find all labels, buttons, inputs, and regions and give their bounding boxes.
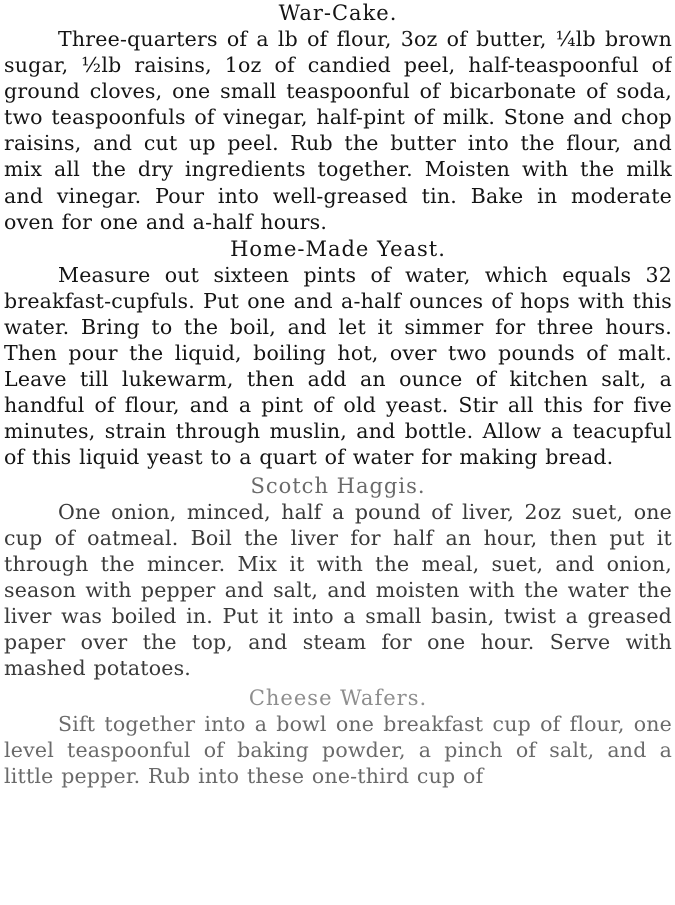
war-cake-recipe-text: Three-quarters of a lb of flour, 3oz of butter, ¼lb brown sugar, ½lb raisins, 1oz of candied peel, half-teaspoonful of ground cloves, one small teaspoonful of bicarbonate of soda, two teaspoonfuls of vinegar, half-pint of milk. Stone and chop raisins, and cut up peel. Rub the butter into the flour, and mix all the dry ingredients together. Moisten with the milk and vinegar. Pour into well-greased tin. Bake in moderate oven for one and a-half hours. — [4, 27, 672, 234]
cheese-wafers-heading: Cheese Wafers. — [248, 686, 428, 711]
home-made-yeast-recipe-text: Measure out sixteen pints of water, which equals 32 breakfast-cupfuls. Put one and a-half ounces of hops with this water. Bring to the boil, and let it simmer for three hours. Then pour the liquid, boiling hot, over two pounds of malt. Leave till lukewarm, then add an ounce of kitchen salt, a handful of flour, and a pint of old yeast. Stir all this for five minutes, strain through muslin, and bottle. Allow a teacupful of this liquid yeast to a quart of water for making bread. — [4, 262, 672, 470]
scotch-haggis-recipe-text: One onion, minced, half a pound of liver, 2oz suet, one cup of oatmeal. Boil the liver for half an hour, then put it through the mincer. Mix it with the meal, suet, and onion, season with pepper and salt, and moisten with the water the liver was boiled in. Put it into a small basin, twist a greased paper over the top, and steam for one hour. Serve with mashed potatoes. — [4, 499, 672, 681]
cheese-wafers-recipe-text: Sift together into a bowl one breakfast cup of flour, one level teaspoonful of baking powder, a pinch of salt, and a little pepper. Rub into these one-third cup of — [4, 712, 672, 789]
home-made-yeast-heading: Home-Made Yeast. — [230, 236, 446, 261]
newspaper-recipe-column — [4, 0, 672, 905]
war-cake-heading: War-Cake. — [278, 1, 398, 25]
scotch-haggis-heading: Scotch Haggis. — [250, 473, 426, 498]
